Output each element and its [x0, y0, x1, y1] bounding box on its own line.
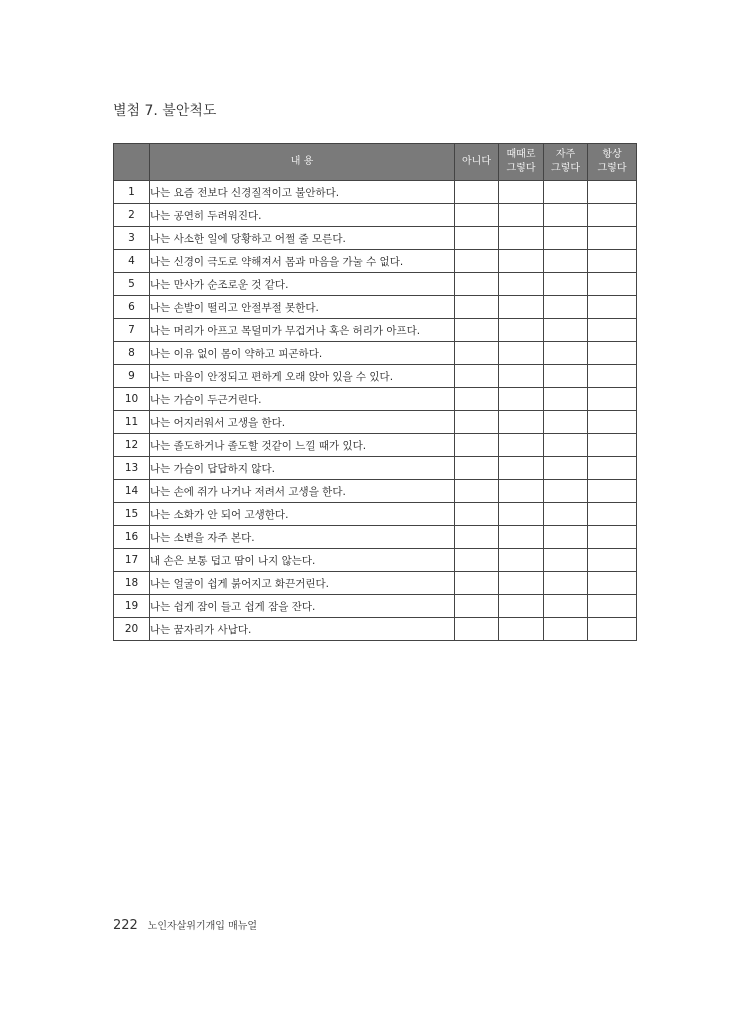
answer-cell-never[interactable] — [455, 480, 499, 503]
answer-cell-sometimes[interactable] — [499, 319, 544, 342]
row-statement: 나는 얼굴이 쉽게 붉어지고 화끈거린다. — [150, 572, 455, 595]
answer-cell-sometimes[interactable] — [499, 434, 544, 457]
answer-cell-often[interactable] — [544, 388, 588, 411]
answer-cell-always[interactable] — [588, 319, 637, 342]
answer-cell-never[interactable] — [455, 365, 499, 388]
answer-cell-never[interactable] — [455, 388, 499, 411]
header-option-often — [544, 144, 588, 181]
row-number: 1 — [114, 181, 150, 204]
row-number: 16 — [114, 526, 150, 549]
row-statement: 나는 이유 없이 몸이 약하고 피곤하다. — [150, 342, 455, 365]
answer-cell-never[interactable] — [455, 595, 499, 618]
table-row — [114, 572, 637, 595]
table-row — [114, 595, 637, 618]
answer-cell-always[interactable] — [588, 250, 637, 273]
row-statement: 나는 꿈자리가 사납다. — [150, 618, 455, 641]
answer-cell-often[interactable] — [544, 342, 588, 365]
row-statement: 나는 졸도하거나 졸도할 것같이 느낄 때가 있다. — [150, 434, 455, 457]
row-number: 3 — [114, 227, 150, 250]
answer-cell-often[interactable] — [544, 595, 588, 618]
row-statement: 나는 쉽게 잠이 들고 쉽게 잠을 잔다. — [150, 595, 455, 618]
row-statement: 나는 어지러워서 고생을 한다. — [150, 411, 455, 434]
row-statement: 나는 신경이 극도로 약해져서 몸과 마음을 가눌 수 없다. — [150, 250, 455, 273]
answer-cell-sometimes[interactable] — [499, 388, 544, 411]
answer-cell-sometimes[interactable] — [499, 411, 544, 434]
header-option-often-line2: 그렇다 — [551, 163, 580, 174]
row-statement: 나는 가슴이 두근거린다. — [150, 388, 455, 411]
page-title: 별첨 7. 불안척도 — [113, 103, 217, 119]
header-option-sometimes-line1: 때때로 — [506, 149, 536, 160]
row-statement: 나는 가슴이 답답하지 않다. — [150, 457, 455, 480]
row-number: 19 — [114, 595, 150, 618]
answer-cell-always[interactable] — [588, 365, 637, 388]
row-number: 11 — [114, 411, 150, 434]
answer-cell-never[interactable] — [455, 319, 499, 342]
answer-cell-never[interactable] — [455, 296, 499, 319]
answer-cell-often[interactable] — [544, 227, 588, 250]
header-option-sometimes — [499, 144, 544, 181]
answer-cell-never[interactable] — [455, 526, 499, 549]
answer-cell-always[interactable] — [588, 181, 637, 204]
row-number: 4 — [114, 250, 150, 273]
answer-cell-always[interactable] — [588, 388, 637, 411]
answer-cell-often[interactable] — [544, 549, 588, 572]
answer-cell-never[interactable] — [455, 411, 499, 434]
table-row — [114, 526, 637, 549]
answer-cell-never[interactable] — [455, 503, 499, 526]
table-row — [114, 250, 637, 273]
answer-cell-often[interactable] — [544, 503, 588, 526]
answer-cell-sometimes[interactable] — [499, 549, 544, 572]
table-row — [114, 457, 637, 480]
row-number: 15 — [114, 503, 150, 526]
answer-cell-often[interactable] — [544, 434, 588, 457]
header-option-always — [588, 144, 637, 181]
answer-cell-sometimes[interactable] — [499, 618, 544, 641]
header-option-sometimes-line2: 그렇다 — [506, 163, 536, 174]
row-number: 14 — [114, 480, 150, 503]
answer-cell-never[interactable] — [455, 273, 499, 296]
table-row — [114, 342, 637, 365]
row-statement: 나는 손발이 떨리고 안절부절 못한다. — [150, 296, 455, 319]
answer-cell-often[interactable] — [544, 181, 588, 204]
answer-cell-sometimes[interactable] — [499, 342, 544, 365]
answer-cell-often[interactable] — [544, 273, 588, 296]
answer-cell-always[interactable] — [588, 572, 637, 595]
header-content: 내 용 — [150, 144, 455, 181]
answer-cell-often[interactable] — [544, 250, 588, 273]
table-row — [114, 434, 637, 457]
page-number: 222 — [113, 918, 138, 933]
answer-cell-always[interactable] — [588, 342, 637, 365]
answer-cell-always[interactable] — [588, 595, 637, 618]
row-number: 10 — [114, 388, 150, 411]
row-number: 18 — [114, 572, 150, 595]
table-row — [114, 618, 637, 641]
header-option-always-line1: 항상 — [602, 149, 622, 160]
answer-cell-never[interactable] — [455, 227, 499, 250]
answer-cell-never[interactable] — [455, 457, 499, 480]
answer-cell-never[interactable] — [455, 572, 499, 595]
answer-cell-sometimes[interactable] — [499, 480, 544, 503]
table-row — [114, 388, 637, 411]
answer-cell-always[interactable] — [588, 503, 637, 526]
answer-cell-often[interactable] — [544, 480, 588, 503]
answer-cell-sometimes[interactable] — [499, 181, 544, 204]
answer-cell-always[interactable] — [588, 480, 637, 503]
answer-cell-always[interactable] — [588, 618, 637, 641]
answer-cell-sometimes[interactable] — [499, 204, 544, 227]
answer-cell-often[interactable] — [544, 365, 588, 388]
row-number: 12 — [114, 434, 150, 457]
page-footer — [113, 917, 257, 933]
answer-cell-never[interactable] — [455, 618, 499, 641]
table-row — [114, 480, 637, 503]
answer-cell-never[interactable] — [455, 204, 499, 227]
answer-cell-sometimes[interactable] — [499, 457, 544, 480]
answer-cell-never[interactable] — [455, 434, 499, 457]
book-title: 노인자살위기개입 매뉴얼 — [147, 921, 258, 932]
answer-cell-sometimes[interactable] — [499, 365, 544, 388]
row-statement: 내 손은 보통 덥고 땀이 나지 않는다. — [150, 549, 455, 572]
row-statement: 나는 공연히 두려워진다. — [150, 204, 455, 227]
row-number: 20 — [114, 618, 150, 641]
table-row — [114, 549, 637, 572]
table-row — [114, 319, 637, 342]
table-row — [114, 227, 637, 250]
answer-cell-often[interactable] — [544, 411, 588, 434]
table-row — [114, 411, 637, 434]
answer-cell-often[interactable] — [544, 457, 588, 480]
row-statement: 나는 소변을 자주 본다. — [150, 526, 455, 549]
row-statement: 나는 소화가 안 되어 고생한다. — [150, 503, 455, 526]
row-number: 9 — [114, 365, 150, 388]
answer-cell-often[interactable] — [544, 204, 588, 227]
answer-cell-always[interactable] — [588, 457, 637, 480]
answer-cell-sometimes[interactable] — [499, 227, 544, 250]
row-statement: 나는 머리가 아프고 목덜미가 무겁거나 혹은 허리가 아프다. — [150, 319, 455, 342]
row-statement: 나는 요즘 전보다 신경질적이고 불안하다. — [150, 181, 455, 204]
answer-cell-always[interactable] — [588, 296, 637, 319]
answer-cell-always[interactable] — [588, 273, 637, 296]
header-option-always-line2: 그렇다 — [597, 163, 627, 174]
answer-cell-never[interactable] — [455, 250, 499, 273]
row-number: 7 — [114, 319, 150, 342]
row-statement: 나는 만사가 순조로운 것 같다. — [150, 273, 455, 296]
answer-cell-always[interactable] — [588, 227, 637, 250]
table-header-row — [114, 144, 637, 181]
table-row — [114, 365, 637, 388]
header-option-often-line1: 자주 — [555, 149, 576, 160]
row-number: 2 — [114, 204, 150, 227]
answer-cell-often[interactable] — [544, 572, 588, 595]
row-number: 5 — [114, 273, 150, 296]
answer-cell-often[interactable] — [544, 319, 588, 342]
answer-cell-always[interactable] — [588, 204, 637, 227]
table-row — [114, 273, 637, 296]
answer-cell-sometimes[interactable] — [499, 296, 544, 319]
answer-cell-always[interactable] — [588, 526, 637, 549]
answer-cell-sometimes[interactable] — [499, 526, 544, 549]
answer-cell-sometimes[interactable] — [499, 250, 544, 273]
row-number: 17 — [114, 549, 150, 572]
answer-cell-always[interactable] — [588, 434, 637, 457]
answer-cell-never[interactable] — [455, 181, 499, 204]
header-option-never: 아니다 — [455, 144, 499, 181]
table-row — [114, 503, 637, 526]
answer-cell-often[interactable] — [544, 618, 588, 641]
row-number: 8 — [114, 342, 150, 365]
row-statement: 나는 손에 쥐가 나거나 저려서 고생을 한다. — [150, 480, 455, 503]
answer-cell-often[interactable] — [544, 296, 588, 319]
answer-cell-never[interactable] — [455, 342, 499, 365]
answer-cell-sometimes[interactable] — [499, 273, 544, 296]
row-statement: 나는 사소한 일에 당황하고 어쩔 줄 모른다. — [150, 227, 455, 250]
table-row — [114, 181, 637, 204]
table-row — [114, 204, 637, 227]
answer-cell-often[interactable] — [544, 526, 588, 549]
answer-cell-sometimes[interactable] — [499, 595, 544, 618]
row-number: 6 — [114, 296, 150, 319]
answer-cell-always[interactable] — [588, 549, 637, 572]
table-body — [114, 181, 637, 641]
anxiety-scale-table — [113, 143, 637, 641]
answer-cell-sometimes[interactable] — [499, 572, 544, 595]
row-number: 13 — [114, 457, 150, 480]
table-row — [114, 296, 637, 319]
answer-cell-sometimes[interactable] — [499, 503, 544, 526]
row-statement: 나는 마음이 안정되고 편하게 오래 앉아 있을 수 있다. — [150, 365, 455, 388]
answer-cell-always[interactable] — [588, 411, 637, 434]
header-number — [114, 144, 150, 181]
answer-cell-never[interactable] — [455, 549, 499, 572]
